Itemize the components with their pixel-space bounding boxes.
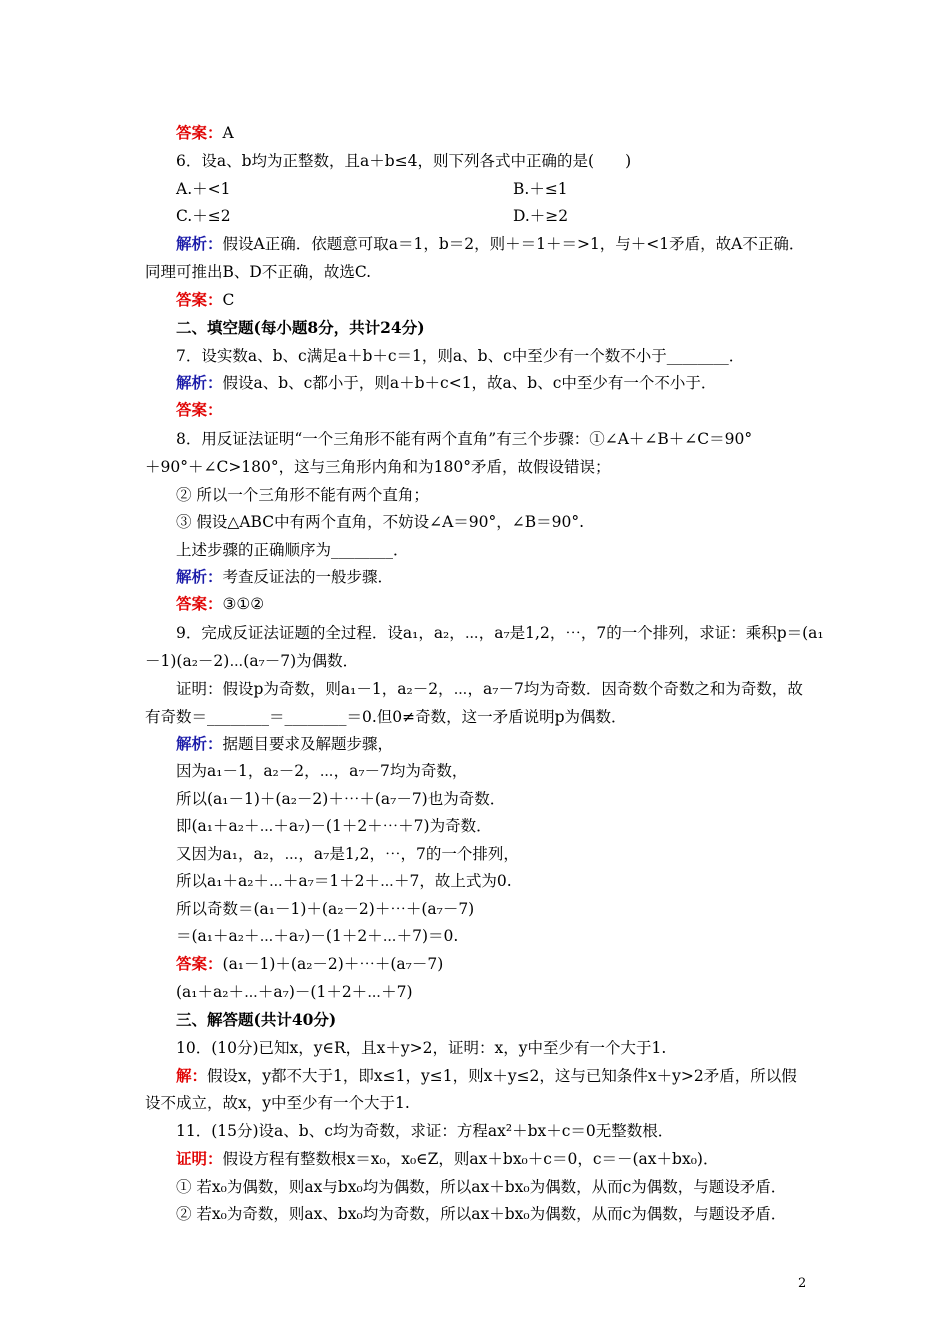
- solution-10-cont: 设不成立，故x，y中至少有一个大于1.: [145, 1094, 410, 1112]
- option-c: C.＋≤2: [176, 207, 231, 225]
- analysis-9-line-8: ＝(a₁＋a₂＋⋯＋a₇)－(1＋2＋⋯＋7)＝0.: [176, 927, 459, 945]
- answer-label: 答案：: [176, 400, 223, 419]
- analysis-9-line-5: 又因为a₁，a₂，⋯，a₇是1,2，⋯，7的一个排列，: [176, 845, 519, 863]
- proof-11: 证明：假设方程有整数根x＝x₀，x₀∈Z，则ax＋bx₀＋c＝0，c＝－(ax＋bx₀)．: [176, 1149, 719, 1168]
- analysis-9-line-7: 所以奇数＝(a₁－1)＋(a₂－2)＋⋯＋(a₇－7): [176, 900, 475, 918]
- option-b: B.＋≤1: [513, 180, 568, 198]
- question-9-proof: 证明：假设p为奇数，则a₁－1，a₂－2，⋯，a₇－7均为奇数．因奇数个奇数之和为奇数，故: [176, 680, 803, 698]
- question-9-cont: －1)(a₂－2)⋯(a₇－7)为偶数．: [145, 652, 359, 670]
- analysis-9: 解析：据题目要求及解题步骤，: [176, 734, 394, 753]
- analysis-label: 解析：: [176, 373, 223, 392]
- question-8-step-2: ② 所以一个三角形不能有两个直角；: [176, 486, 429, 504]
- question-8-step-3: ③ 假设△ABC中有两个直角，不妨设∠A＝90°，∠B＝90°.: [176, 513, 585, 531]
- analysis-label: 解析：: [176, 734, 223, 753]
- question-10: 10．(10分)已知x，y∈R，且x＋y>2，证明：x，y中至少有一个大于1.: [176, 1039, 667, 1057]
- answer-line-5: 答案：A: [176, 123, 234, 142]
- question-9: 9．完成反证法证题的全过程．设a₁，a₂，⋯，a₇是1,2，⋯，7的一个排列，求证：乘积p＝(a₁: [176, 624, 824, 642]
- proof-11-case-1: ① 若x₀为偶数，则ax与bx₀均为偶数，所以ax＋bx₀为偶数，从而c为偶数，与题设矛盾．: [176, 1178, 787, 1196]
- answer-label: 答案：: [176, 954, 223, 973]
- answer-line-9: 答案：(a₁－1)＋(a₂－2)＋⋯＋(a₇－7): [176, 954, 444, 973]
- analysis-9-line-3: 所以(a₁－1)＋(a₂－2)＋⋯＋(a₇－7)也为奇数．: [176, 790, 506, 808]
- option-d: D.＋≥2: [513, 207, 569, 225]
- analysis-label: 解析：: [176, 234, 223, 253]
- answer-label: 答案：: [176, 594, 223, 613]
- section-fill-in: 二、填空题(每小题8分，共计24分): [176, 318, 425, 337]
- question-6: 6．设a、b均为正整数，且a＋b≤4，则下列各式中正确的是( ): [176, 152, 632, 170]
- question-8: 8．用反证法证明“一个三角形不能有两个直角”有三个步骤：①∠A＋∠B＋∠C＝90°: [176, 430, 753, 448]
- question-9-proof-cont: 有奇数＝________＝________＝0.但0≠奇数，这一矛盾说明p为偶数．: [145, 708, 627, 726]
- analysis-6-cont: 同理可推出B、D不正确，故选C.: [145, 263, 372, 281]
- analysis-7: 解析：假设a、b、c都小于，则a＋b＋c<1，故a、b、c中至少有一个不小于．: [176, 373, 717, 392]
- analysis-8: 解析：考查反证法的一般步骤．: [176, 567, 394, 586]
- section-solutions: 三、解答题(共计40分): [176, 1010, 337, 1029]
- option-a: A.＋<1: [176, 180, 231, 198]
- analysis-9-line-6: 所以a₁＋a₂＋⋯＋a₇＝1＋2＋⋯＋7，故上式为0.: [176, 872, 512, 890]
- analysis-label: 解析：: [176, 567, 223, 586]
- answer-label: 答案：: [176, 123, 223, 142]
- solution-10: 解：假设x，y都不大于1，即x≤1，y≤1，则x＋y≤2，这与已知条件x＋y>2矛盾，所以假: [176, 1066, 797, 1085]
- question-11: 11．(15分)设a、b、c均为奇数，求证：方程ax²＋bx＋c＝0无整数根．: [176, 1122, 674, 1140]
- answer-line-8: 答案：③①②: [176, 594, 265, 613]
- analysis-6: 解析：假设A正确．依题意可取a＝1，b＝2，则＋＝1＋＝>1，与＋<1矛盾，故A不正确．: [176, 234, 805, 253]
- page-number: 2: [798, 1276, 807, 1291]
- answer-line-9-cont: (a₁＋a₂＋⋯＋a₇)－(1＋2＋⋯＋7): [176, 983, 413, 1001]
- question-7: 7．设实数a、b、c满足a＋b＋c＝1，则a、b、c中至少有一个数不小于________．: [176, 347, 745, 365]
- jie-label: 解：: [176, 1066, 208, 1085]
- answer-line-7: [176, 399, 223, 421]
- question-8-cont: ＋90°＋∠C>180°，这与三角形内角和为180°矛盾，故假设错误；: [145, 458, 611, 476]
- analysis-9-line-2: 因为a₁－1，a₂－2，⋯，a₇－7均为奇数，: [176, 762, 468, 780]
- answer-line-6: 答案：C: [176, 290, 235, 309]
- proof-label: 证明：: [176, 1149, 223, 1168]
- question-8-ask: 上述步骤的正确顺序为________．: [176, 541, 409, 559]
- proof-11-case-2: ② 若x₀为奇数，则ax、bx₀均为奇数，所以ax＋bx₀为偶数，从而c为偶数，与题设矛盾．: [176, 1205, 787, 1223]
- answer-label: 答案：: [176, 290, 223, 309]
- analysis-9-line-4: 即(a₁＋a₂＋⋯＋a₇)－(1＋2＋⋯＋7)为奇数．: [176, 817, 492, 835]
